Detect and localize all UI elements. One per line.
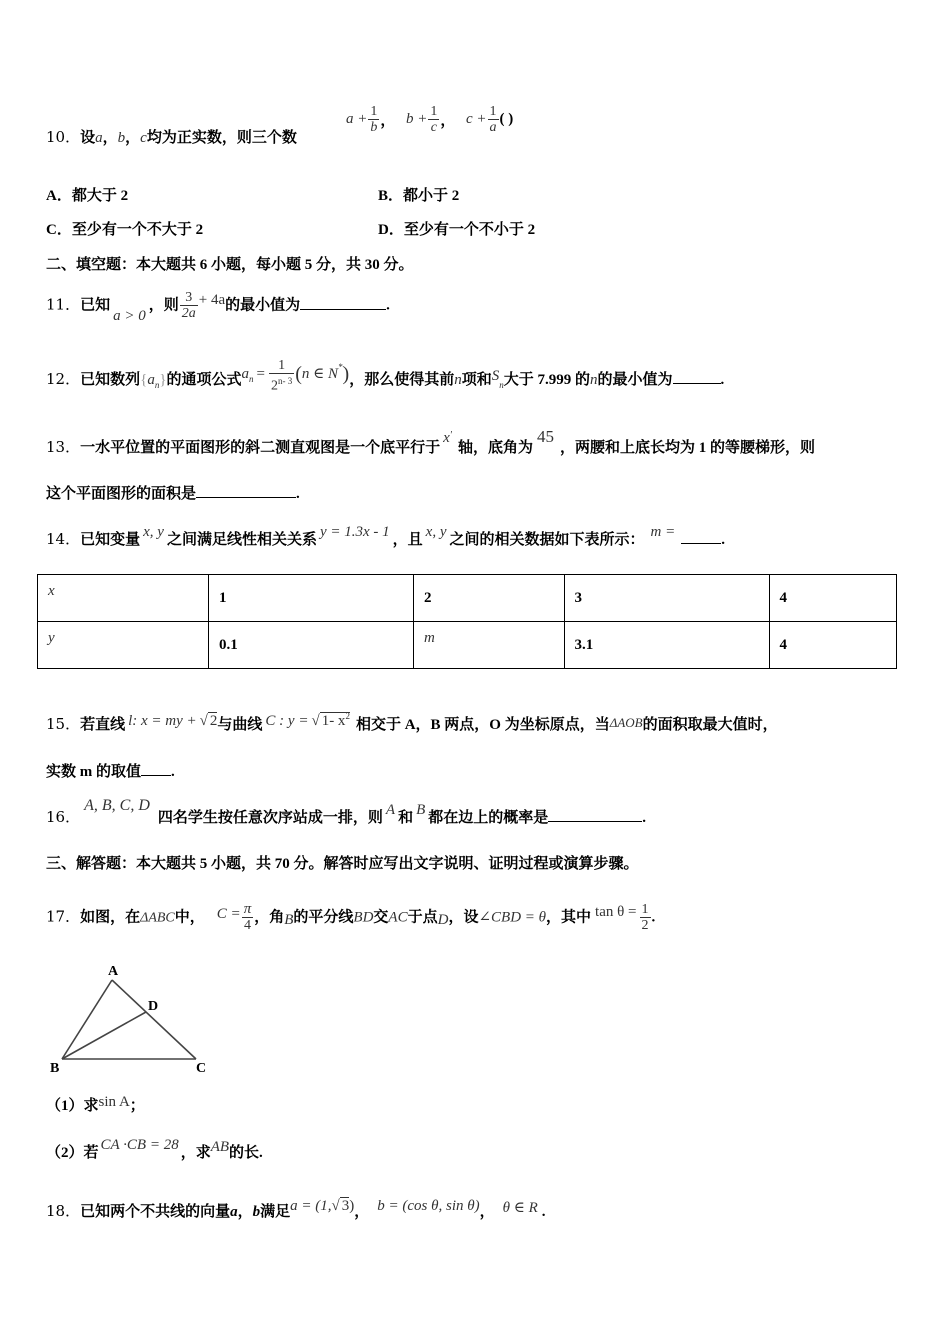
q14-answer-blank[interactable] — [681, 529, 721, 544]
q11-line: 11．已知a > 0，则 $\frac{3}{2a}$ + 4a的最小值为 . — [46, 290, 390, 324]
data-table — [37, 574, 897, 669]
table-cell: 3 — [564, 575, 769, 622]
vertex-label-a: A — [108, 964, 119, 979]
table-cell-header: x — [38, 575, 209, 622]
q10-option-d[interactable]: D．至少有一个不小于 2 — [378, 222, 536, 238]
q18-line: 18．已知两个不共线的向量a，b满足a = (1,√ 3)， b = (cos θ, sin θ)， θ ∈ R . — [46, 1198, 546, 1220]
q10-option-a[interactable]: A．都大于 2 — [46, 188, 129, 204]
q15-answer-blank[interactable] — [141, 761, 171, 776]
q10-option-b[interactable]: B．都小于 2 — [378, 188, 460, 204]
q10-option-c[interactable]: C．至少有一个不大于 2 — [46, 222, 204, 238]
table-cell: 4 — [769, 575, 896, 622]
q13-line-2: 这个平面图形的面积是 . — [46, 482, 300, 505]
table-cell-header: y — [38, 622, 209, 669]
q13-answer-blank[interactable] — [196, 483, 296, 498]
table-cell: 1 — [209, 575, 414, 622]
q15-line-1: 15．若直线 l: x = my + √ 2与曲线 C : y = √ 1- $x^2$相交于 A，B 两点，O 为坐标原点，当ΔAOB的面积取最大值时， — [46, 711, 778, 733]
q12-answer-blank[interactable] — [673, 369, 721, 384]
table-cell: m — [414, 622, 565, 669]
table-cell: 2 — [414, 575, 565, 622]
q17-line: 17．如图，在ΔABC中， C = $\frac{\pi}{4}$ ，角B的平分线BD交AC于点D，设∠CBD = θ，其中 tan θ = $\frac{1}{2}$ . — [46, 901, 656, 933]
q10-expr-2: b + $\frac{1}{c}$ ， — [406, 104, 456, 135]
table-cell: 3.1 — [564, 622, 769, 669]
vertex-label-d: D — [148, 999, 159, 1014]
triangle-figure — [46, 960, 216, 1080]
q11-answer-blank[interactable] — [300, 295, 386, 310]
bisector-bd — [62, 1012, 146, 1059]
q17-part-1: （1）求sin A； — [46, 1094, 145, 1114]
vertex-label-c: C — [196, 1061, 207, 1076]
q12-line: 12．已知数列$\{a_n\}$的通项公式$a_n$ = $\frac{1}{2^{n- 3}}$ (n ∈ N*)，那么使得其前n项和$S_n$大于 7.999 的n的最小值为 . — [46, 358, 725, 394]
table-row-y — [38, 622, 897, 669]
section-2-heading: 二、填空题：本大题共 6 小题，每小题 5 分，共 30 分。 — [46, 257, 414, 273]
table-row-x — [38, 575, 897, 622]
q10-expr-3: c + $\frac{1}{a}$ ( ) — [466, 104, 514, 135]
q16-line: 16．A, B, C, D四名学生按任意次序站成一排，则 A 和 B 都在边上的概率是 . — [46, 797, 647, 826]
q13-line-1: 13．一水平位置的平面图形的斜二测直观图是一个底平行于x′轴，底角为45，两腰和上底长均为 1 的等腰梯形，则 — [46, 427, 815, 456]
q17-part-2: （2）若 CA ·CB = 28 ，求AB的长. — [46, 1137, 263, 1161]
side-ac — [112, 980, 196, 1059]
side-ab — [62, 980, 112, 1059]
vertex-label-b: B — [50, 1061, 60, 1076]
q16-answer-blank[interactable] — [548, 807, 642, 822]
table-cell: 4 — [769, 622, 896, 669]
table-cell: 0.1 — [209, 622, 414, 669]
q10-number: 10． — [46, 128, 81, 146]
section-3-heading: 三、解答题：本大题共 5 小题，共 70 分。解答时应写出文字说明、证明过程或演算步骤。 — [46, 856, 639, 872]
q14-line: 14．已知变量 x, y 之间满足线性相关关系 y = 1.3x - 1 ，且 x, y 之间的相关数据如下表所示： m = . — [46, 524, 725, 548]
q10-line: 10．设a，b，c均为正实数，则三个数 — [46, 128, 297, 146]
q10-expr-1: a + $\frac{1}{b}$ ， — [346, 104, 396, 135]
q15-line-2: 实数 m 的取值 . — [46, 760, 175, 783]
